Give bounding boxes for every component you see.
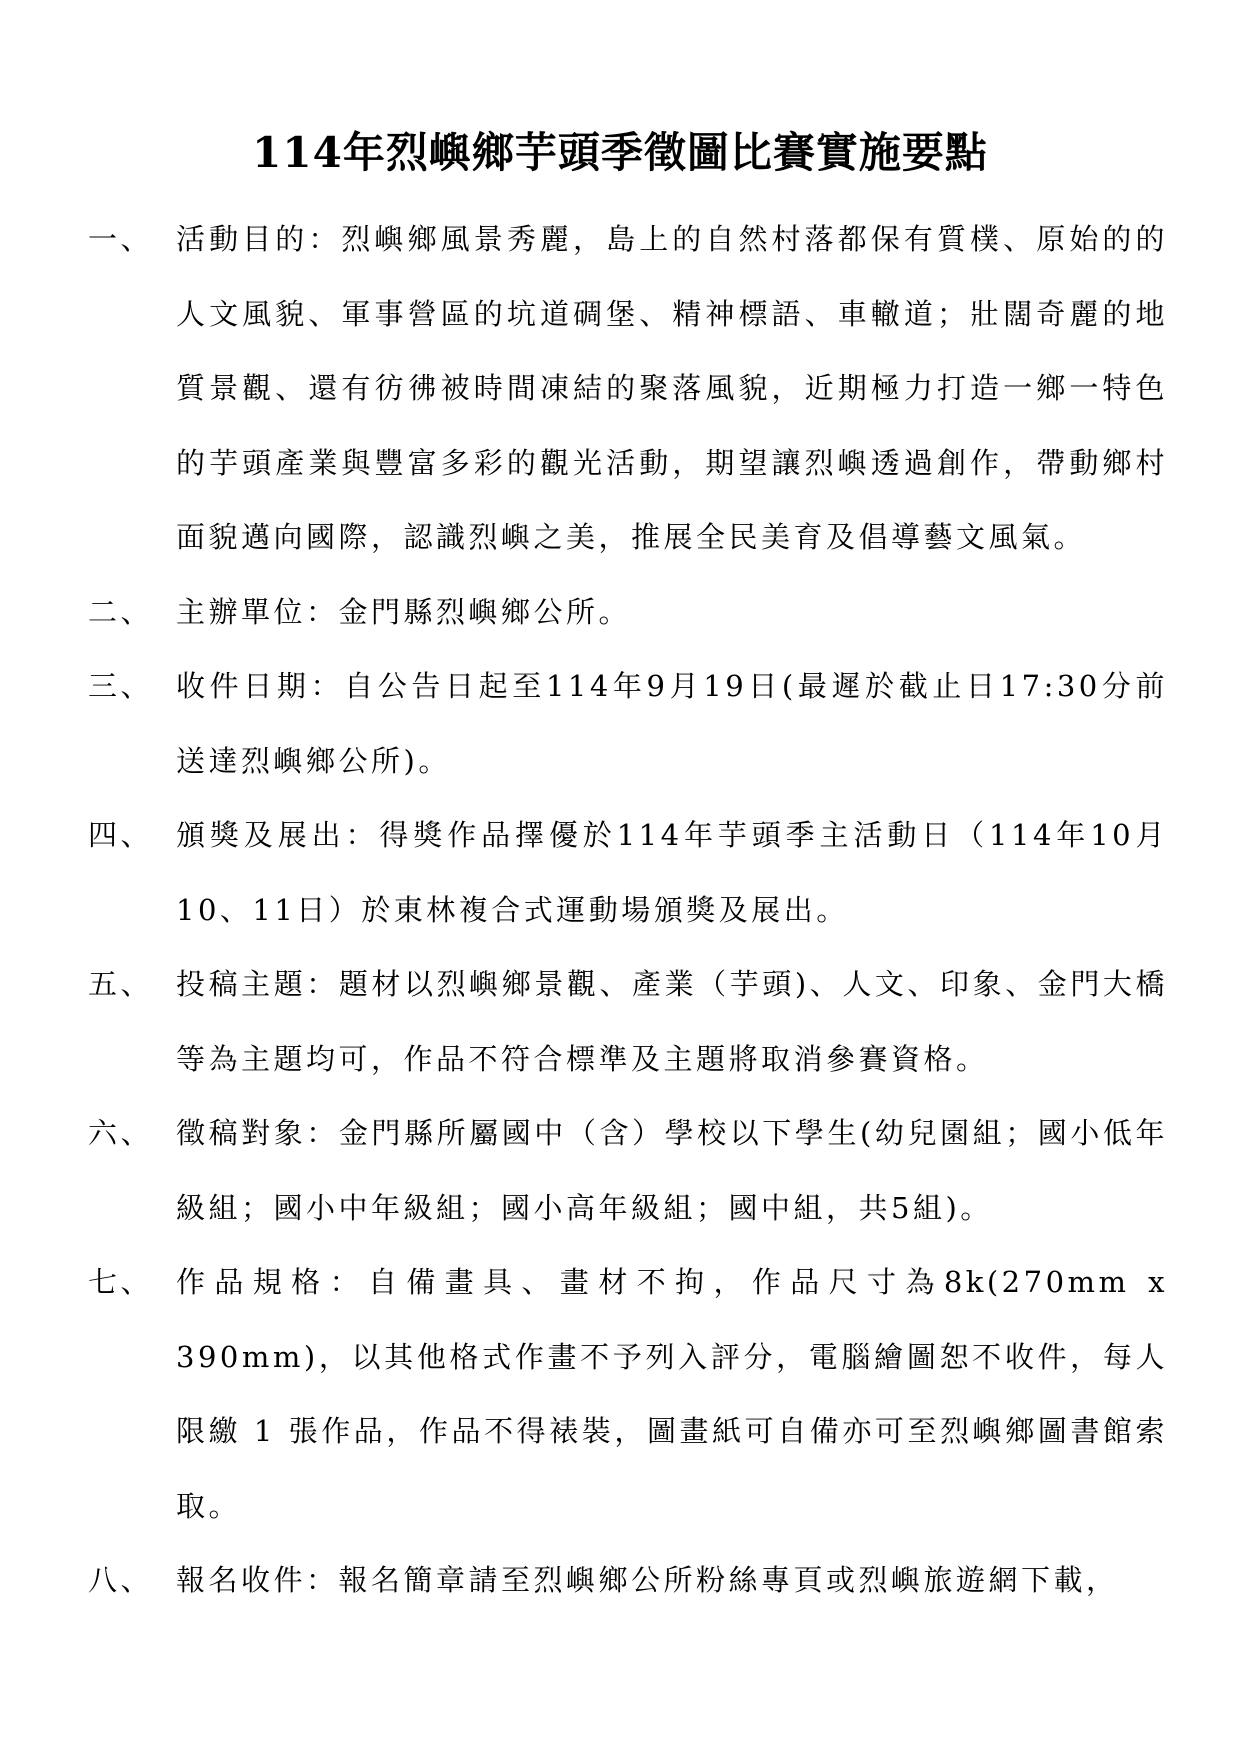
item-list: [88, 202, 1168, 1618]
document-title: 114年烈嶼鄉芋頭季徵圖比賽實施要點: [252, 128, 988, 177]
item-text: 投稿主題：題材以烈嶼鄉景觀、產業（芋頭)、人文、印象、金門大橋等為主題均可，作品不符合標準及主題將取消參賽資格。: [176, 967, 1168, 1076]
item-text: 徵稿對象：金門縣所屬國中（含）學校以下學生(幼兒園組；國小低年級組；國小中年級組；國小高年級組；國中組，共5組)。: [176, 1116, 1168, 1225]
item-text: 收件日期：自公告日起至114年9月19日(最遲於截止日17:30分前送達烈嶼鄉公所)。: [176, 669, 1168, 778]
list-item: [88, 1096, 1168, 1245]
item-number: 七、: [88, 1265, 154, 1299]
item-text: 頒獎及展出：得獎作品擇優於114年芋頭季主活動日（114年10月10、11日）於東林複合式運動場頒獎及展出。: [176, 818, 1168, 927]
item-number: 三、: [88, 669, 154, 703]
item-text: 作品規格：自備畫具、畫材不拘，作品尺寸為8k(270mm x 390mm)，以其他格式作畫不予列入評分，電腦繪圖恕不收件，每人限繳 1 張作品，作品不得裱裝，圖畫紙可自備亦可至烈嶼鄉圖書館索取。: [176, 1265, 1168, 1523]
list-item: [88, 947, 1168, 1096]
list-item: [88, 575, 1168, 650]
item-text: 活動目的：烈嶼鄉風景秀麗，島上的自然村落都保有質樸、原始的的人文風貌、軍事營區的坑道碉堡、精神標語、車轍道；壯闊奇麗的地質景觀、還有彷彿被時間凍結的聚落風貌，近期極力打造一鄉一特色的芋頭產業與豐富多彩的觀光活動，期望讓烈嶼透過創作，帶動鄉村面貌邁向國際，認識烈嶼之美，推展全民美育及倡導藝文風氣。: [176, 222, 1168, 554]
item-text: 報名收件：報名簡章請至烈嶼鄉公所粉絲專頁或烈嶼旅遊網下載，: [176, 1563, 1119, 1597]
item-number: 六、: [88, 1116, 154, 1150]
item-text: 主辦單位：金門縣烈嶼鄉公所。: [176, 594, 632, 629]
item-number: 二、: [88, 594, 154, 629]
list-item: [88, 649, 1168, 798]
item-number: 一、: [88, 222, 154, 256]
list-item: [88, 202, 1168, 575]
list-item: [88, 798, 1168, 947]
item-number: 五、: [88, 967, 154, 1001]
item-number: 八、: [88, 1563, 154, 1597]
list-item: [88, 1543, 1168, 1618]
item-number: 四、: [88, 818, 154, 852]
list-item: [88, 1245, 1168, 1543]
